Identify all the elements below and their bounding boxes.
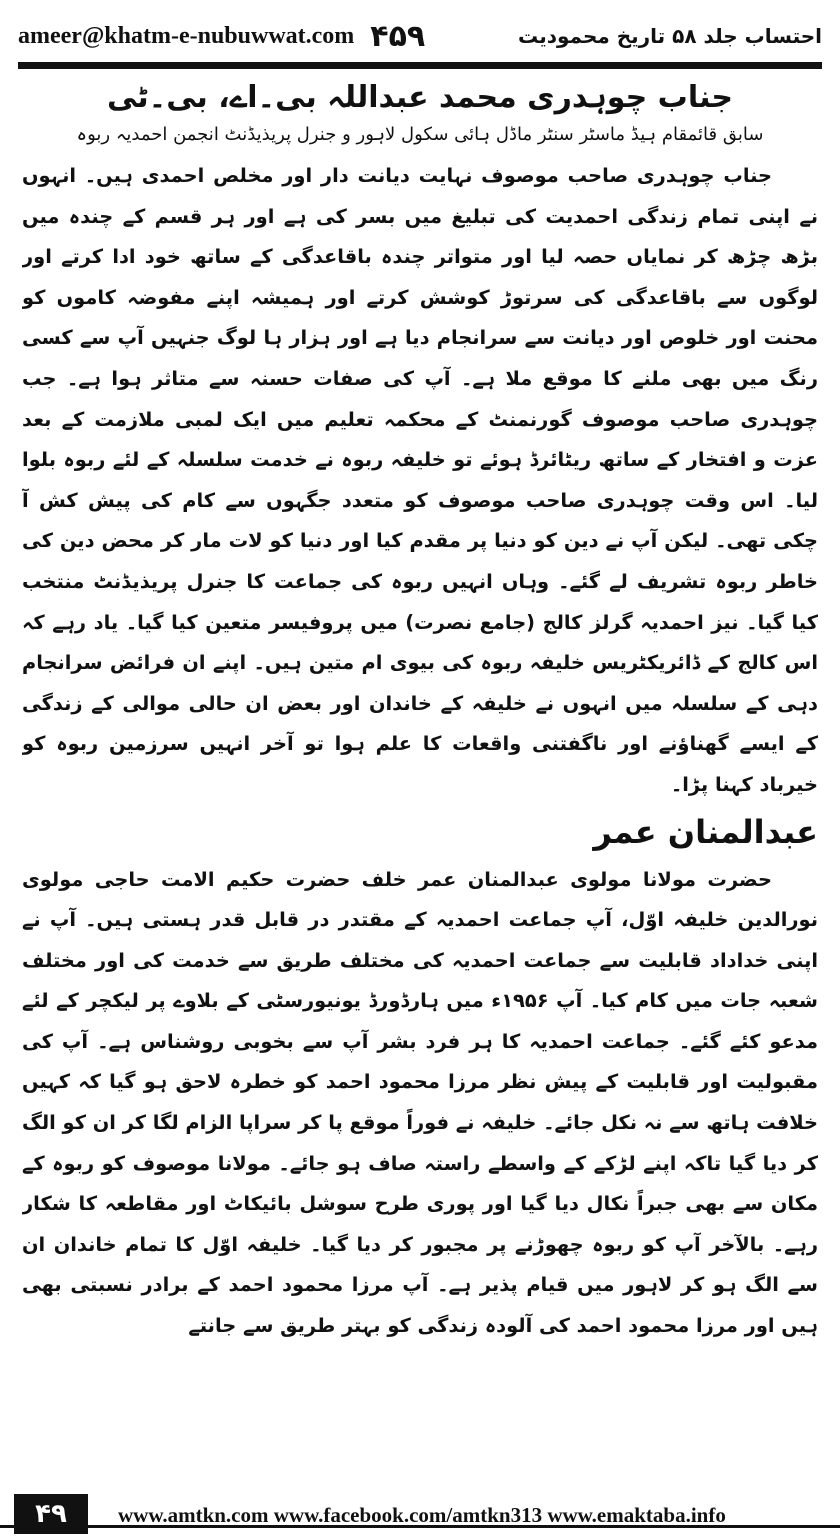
header-left (18, 19, 425, 54)
footer-links[interactable]: www.amtkn.com www.facebook.com/amtkn313 www.emaktaba.info (118, 1503, 726, 1527)
header-rule (18, 62, 822, 69)
header-email[interactable]: ameer@khatm-e-nubuwwat.com (18, 22, 355, 49)
article-paragraph: جناب چوہدری صاحب موصوف نہایت دیانت دار اور مخلص احمدی ہیں۔ انہوں نے اپنی تمام زندگی احمدیت کی تبلیغ میں بسر کی ہے اور ہر قسم کے چندہ میں بڑھ چڑھ کر نمایاں حصہ لیا اور متواتر چندہ باقاعدگی کے ساتھ خود ادا کرتے اور لوگوں سے باقاعدگی کی سرتوڑ کوشش کرتے اور ہمیشہ اپنے مفوضہ کاموں کو محنت اور خلوص اور دیانت سے سرانجام دیا ہے اور ہزار ہا لوگ جنہیں آپ سے کسی رنگ میں بھی ملنے کا موقع ملا ہے۔ آپ کی صفات حسنہ سے متاثر ہوا ہے۔ جب چوہدری صاحب موصوف گورنمنٹ کے محکمہ تعلیم میں ایک لمبی ملازمت کے بعد عزت و افتخار کے ساتھ ریٹائرڈ ہوئے تو خلیفہ ربوہ نے خدمت سلسلہ کے لئے ربوہ بلوا لیا۔ اس وقت چوہدری صاحب موصوف کو متعدد جگہوں سے کام کی پیش کش آ چکی تھی۔ لیکن آپ نے دین کو دنیا پر مقدم کیا اور دنیا کو لات مار کر محض دین کی خاطر ربوہ تشریف لے گئے۔ وہاں انہیں ربوہ کی جماعت کا جنرل پریذیڈنٹ منتخب کیا گیا۔ نیز احمدیہ گرلز کالج (جامع نصرت) میں پروفیسر متعین کیا گیا۔ یاد رہے کہ اس کالج کے ڈائریکٹریس خلیفہ ربوہ کی بیوی ام متین ہیں۔ اپنے ان فرائض سرانجام دہی کے سلسلہ میں انہوں نے خلیفہ کے خاندان اور بعض ان حالی موالی کے زندگی کے ایسے گھناؤنے اور ناگفتنی واقعات کا علم ہوا تو آخر انہیں سرزمین ربوہ کو خیرباد کہنا پڑا۔ (22, 164, 818, 796)
page-footer (0, 1492, 840, 1540)
running-title: احتساب جلد ۵۸ تاریخ محمودیت (518, 24, 822, 48)
page-content (22, 78, 818, 1484)
page-header (18, 14, 822, 58)
header-page-number: ۴۵۹ (370, 18, 426, 54)
article-subtitle: سابق قائمقام ہیڈ ماسٹر سنٹر ماڈل ہائی سکول لاہور و جنرل پریذیڈنٹ انجمن احمدیہ ربوہ (76, 124, 764, 145)
article-title: جناب چوہدری محمد عبداللہ بی۔اے، بی۔ٹی (107, 80, 733, 115)
section-paragraph: حضرت مولانا مولوی عبدالمنان عمر خلف حضرت حکیم الامت حاجی مولوی نورالدین خلیفہ اوّل، آپ جماعت احمدیہ کے مقتدر در قابل قدر ہستی ہیں۔ آپ نے اپنی خداداد قابلیت سے جماعت احمدیہ کی مختلف طریق سے خدمت کی اور مختلف شعبہ جات میں کام کیا۔ آپ ۱۹۵۶ء میں ہارڈورڈ یونیورسٹی کے بلاوے پر لیکچر کے لئے مدعو کئے گئے۔ جماعت احمدیہ کا ہر فرد بشر آپ سے بخوبی روشناس ہے۔ آپ کی مقبولیت اور قابلیت کے پیش نظر مرزا محمود احمد کو خطرہ لاحق ہو گیا کہ کہیں خلافت ہاتھ سے نہ نکل جائے۔ خلیفہ نے فوراً موقع پا کر سراپا الزام لگا کر ان کو الگ کر دیا گیا تاکہ اپنے لڑکے کے واسطے راستہ صاف ہو جائے۔ مولانا موصوف کو ربوہ کے مکان سے بھی جبراً نکال دیا گیا اور پوری طرح سوشل بائیکاٹ اور مقاطعہ کا شکار رہے۔ بالآخر آپ کو ربوہ چھوڑنے پر مجبور کر دیا گیا۔ خلیفہ اوّل کا تمام خاندان ان سے الگ ہو کر لاہور میں قیام پذیر ہے۔ آپ مرزا محمود احمد کے برادر نسبتی بھی ہیں اور مرزا محمود احمد کی آلودہ زندگی کو بہتر طریق سے جانتے (22, 867, 818, 1338)
section-heading: عبدالمنان عمر (593, 812, 818, 851)
footer-page-number: ۴۹ (14, 1494, 88, 1534)
